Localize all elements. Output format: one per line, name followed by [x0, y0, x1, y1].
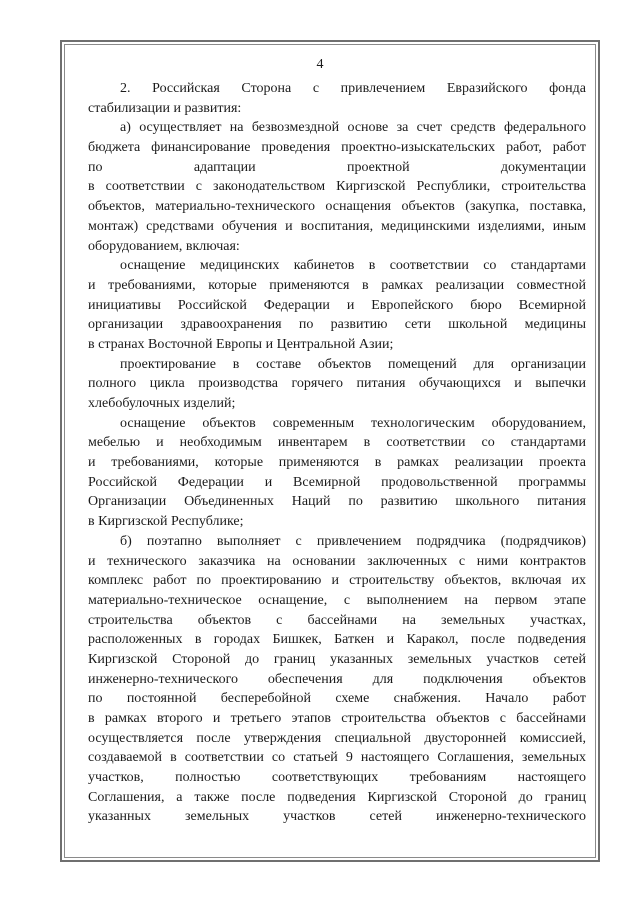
text-line: 2. Российская Сторона с привлечением Евразийского фонда	[120, 81, 586, 96]
text-line: Соглашения, а также после подведения Киргизской Стороной до границ	[88, 789, 586, 805]
text-line: организации здравоохранения по развитию сети школьной медицины	[88, 317, 586, 333]
text-line: хлебобулочных изделий;	[88, 396, 236, 411]
text-line: по постоянной бесперебойной схеме снабжения. Начало работ	[88, 691, 586, 707]
text-line: бюджета финансирование проведения проектно-изыскательских работ, работ	[88, 140, 586, 156]
text-line: в странах Восточной Европы и Центральной Азии;	[88, 336, 394, 352]
text-line: по адаптации проектной документации	[88, 159, 586, 175]
text-line: материально-техническое оснащение, с выполнением на первом этапе	[88, 592, 586, 608]
text-line: участков, полностью соответствующих требованиям настоящего	[88, 770, 586, 786]
text-line: б) поэтапно выполняет с привлечением подрядчика (подрядчиков)	[120, 533, 586, 549]
text-line: и требованиями, которые применяются в рамках реализации проекта	[88, 455, 586, 471]
text-line: строительства объектов с бассейнами на земельных участках,	[88, 612, 586, 628]
text-line: объектов, материально-технического оснащения объектов (закупка, поставка,	[88, 199, 586, 215]
text-line: оснащение объектов современным технологическим оборудованием,	[120, 415, 586, 431]
text-line: инициативы Российской Федерации и Европейского бюро Всемирной	[88, 297, 586, 313]
document-body	[88, 79, 586, 827]
text-line: полного цикла производства горячего питания обучающихся и выпечки	[88, 376, 586, 392]
text-line: в Киргизской Республике;	[88, 514, 244, 530]
text-line: указанных земельных участков сетей инженерно-технического	[88, 809, 586, 825]
text-line: Киргизской Стороной до границ указанных земельных участков сетей	[88, 651, 586, 667]
text-line: создаваемой в соответствии со статьей 9 настоящего Соглашения, земельных	[88, 750, 586, 766]
page-number: 4	[316, 57, 324, 72]
text-line: осуществляется после утверждения специальной двусторонней комиссией,	[88, 730, 586, 746]
text-line: проектирование в составе объектов помещений для организации	[120, 356, 586, 372]
text-line: стабилизации и развития:	[88, 100, 242, 116]
text-line: в рамках второго и третьего этапов строительства объектов с бассейнами	[88, 711, 586, 726]
text-line: монтаж) средствами обучения и воспитания, медицинскими изделиями, иным	[88, 218, 586, 234]
text-line: расположенных в городах Бишкек, Баткен и Каракол, после подведения	[88, 632, 586, 648]
text-line: Российской Федерации и Всемирной продовольственной программы	[88, 474, 586, 490]
text-line: мебелью и необходимым инвентарем в соответствии со стандартами	[88, 435, 586, 451]
text-line: оборудованием, включая:	[88, 238, 240, 254]
text-line: в соответствии с законодательством Киргизской Республики, строительства	[88, 179, 586, 195]
text-line: и требованиями, которые применяются в рамках реализации совместной	[88, 277, 586, 293]
text-line: инженерно-технического обеспечения для подключения объектов	[88, 671, 586, 687]
text-line: а) осуществляет на безвозмездной основе за счет средств федерального	[120, 120, 586, 136]
text-line: оснащение медицинских кабинетов в соответствии со стандартами	[120, 258, 586, 274]
text-line: комплекс работ по проектированию и строительству объектов, включая их	[88, 573, 586, 589]
text-line: и технического заказчика на основании заключенных с ними контрактов	[88, 553, 586, 569]
text-line: Организации Объединенных Наций по развитию школьного питания	[88, 494, 586, 510]
